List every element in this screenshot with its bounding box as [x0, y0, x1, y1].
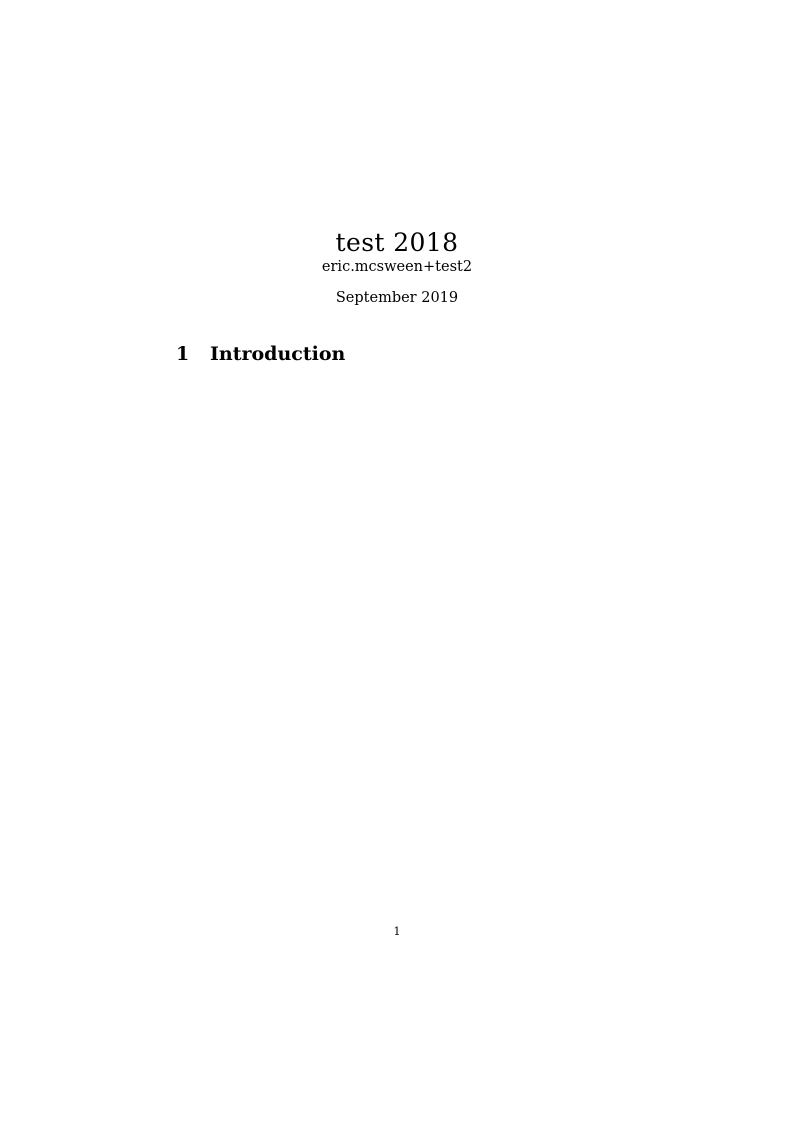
page-number: 1: [393, 925, 401, 938]
section-number: 1: [176, 343, 190, 365]
document-author: eric.mcsween+test2: [321, 259, 473, 275]
section-body-introduction: [176, 380, 618, 900]
document-date: September 2019: [335, 290, 459, 306]
section-heading-introduction: [176, 343, 345, 365]
section-title: Introduction: [210, 343, 346, 365]
page-title: test 2018: [335, 227, 459, 257]
